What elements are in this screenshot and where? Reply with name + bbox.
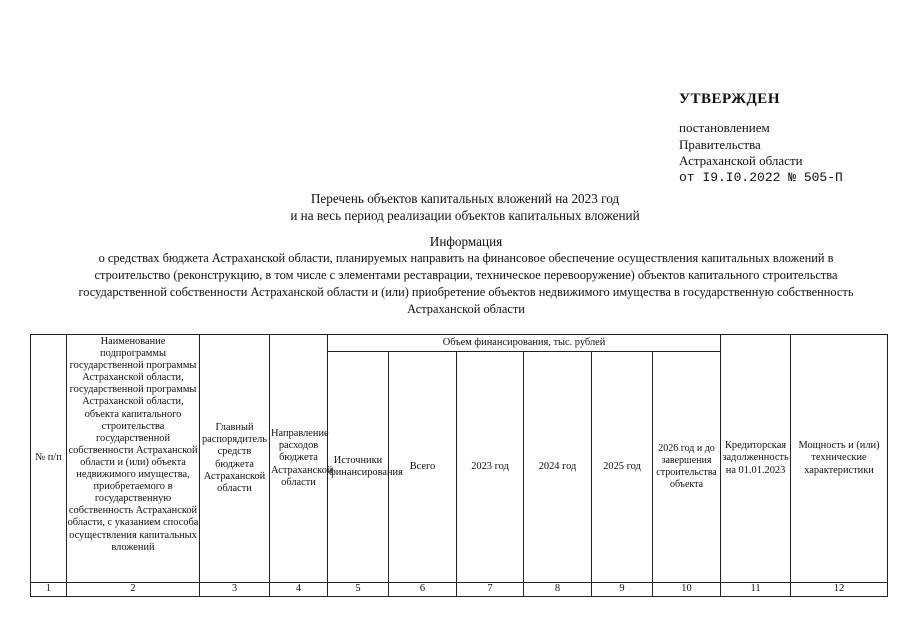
column-number: 2 <box>67 583 200 597</box>
approval-line: Астраханской области <box>679 153 803 168</box>
header-no: № п/п <box>31 335 67 583</box>
column-number: 8 <box>524 583 592 597</box>
header-name: Наименование подпрограммы государственной программы Астраханской области, государственной программы Астраханской области, объекта капитального строительства государственной собственности Астраханской области и (или) объекта недвижимого имущества, приобретаемого в государственную собственность Астраханской области, с указанием способа осуществления капитальных вложений <box>67 335 200 583</box>
column-number: 9 <box>592 583 653 597</box>
column-number: 3 <box>200 583 270 597</box>
column-number: 1 <box>31 583 67 597</box>
header-2024: 2024 год <box>524 352 592 583</box>
info-heading: Информация <box>429 234 503 249</box>
header-manager: Главный распорядитель средств бюджета Астраханской области <box>200 335 270 583</box>
header-debt: Кредиторская задолженность на 01.01.2023 <box>721 335 791 583</box>
approval-line: Правительства <box>679 136 761 152</box>
column-number: 5 <box>328 583 389 597</box>
header-2023: 2023 год <box>457 352 524 583</box>
info-text: о средствах бюджета Астраханской области, планируемых направить на финансовое обеспечение осуществления капитальных вложений в строительство (реконструкцию, в том числе с элементами реставрации, техническое перевооружение) объектов капитального строительства государственной собственности Астраханской области и (или) приобретение объектов недвижимого имущества в государственную собственность Астраханской области <box>78 251 854 316</box>
column-number: 7 <box>457 583 524 597</box>
column-number: 6 <box>389 583 457 597</box>
column-number: 12 <box>791 583 888 597</box>
header-source: Источники финансирования <box>328 352 389 583</box>
capital-investments-table <box>30 334 888 597</box>
header-2025: 2025 год <box>592 352 653 583</box>
header-2026: 2026 год и до завершения строительства объекта <box>653 352 721 583</box>
header-total: Всего <box>389 352 457 583</box>
header-capacity: Мощность и (или) технические характеристики <box>791 335 888 583</box>
approval-heading: УТВЕРЖДЕН <box>679 91 780 107</box>
column-number: 4 <box>270 583 328 597</box>
approval-block <box>679 91 879 186</box>
header-financing-volume: Объем финансирования, тыс. рублей <box>328 335 721 352</box>
column-number: 10 <box>653 583 721 597</box>
header-direction: Направление расходов бюджета Астраханской области <box>270 335 328 583</box>
column-number: 11 <box>721 583 791 597</box>
approval-line: постановлением <box>679 120 770 135</box>
title-line: и на весь период реализации объектов капитальных вложений <box>290 208 640 223</box>
column-numbers-row <box>31 583 888 597</box>
document-title <box>150 190 780 224</box>
title-line: Перечень объектов капитальных вложений на 2023 год <box>310 191 620 206</box>
approval-date: от I9.I0.2022 № 505-П <box>679 169 843 185</box>
